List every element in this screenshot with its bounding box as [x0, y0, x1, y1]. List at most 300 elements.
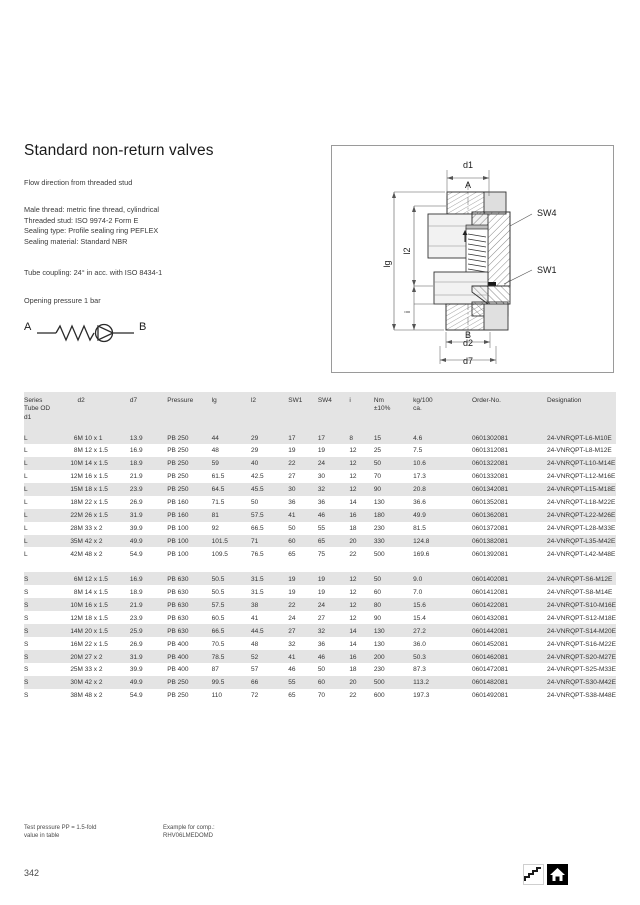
cell-i: 12 [349, 447, 357, 455]
drawing-label-sw4: SW4 [537, 208, 557, 218]
cell-series: S [24, 666, 29, 674]
cell-d1: 15 [70, 486, 78, 494]
cell-pressure: PB 250 [167, 447, 189, 455]
cell-nm: 70 [373, 473, 382, 481]
cell-d2: M 33 x 2 [77, 525, 103, 533]
cell-pressure: PB 100 [167, 525, 189, 533]
cell-sw1: 41 [288, 512, 296, 520]
cell-series: L [24, 486, 28, 494]
cell-lg: 57.5 [211, 601, 225, 609]
cell-i: 12 [349, 473, 357, 481]
cell-l2: 42.5 [250, 473, 264, 481]
cell-lg: 78.5 [211, 653, 225, 661]
table-row [24, 483, 616, 496]
cell-order-no: 0601382081 [472, 538, 509, 545]
cell-pressure: PB 400 [167, 640, 189, 648]
cell-d7: 31.9 [129, 512, 143, 520]
cell-sw1: 36 [288, 499, 296, 507]
table-header [24, 392, 616, 431]
cell-l2: 57 [250, 666, 259, 674]
cell-sw4: 27 [317, 614, 326, 622]
cell-designation: 24-VNRQPT-L22-M26E [547, 512, 616, 520]
cell-nm: 50 [373, 460, 382, 468]
cell-order-no: 0601302081 [472, 434, 509, 442]
cell-nm: 130 [373, 640, 385, 648]
cell-pressure: PB 160 [167, 499, 189, 507]
col-header-i: i [349, 397, 351, 404]
cell-lg: 60.5 [211, 614, 225, 622]
spec-male-thread: Male thread: metric fine thread, cylindrical [24, 205, 160, 214]
table-row [24, 676, 616, 689]
cell-nm: 330 [373, 538, 385, 545]
table-row [24, 522, 616, 535]
cell-i: 20 [349, 679, 357, 687]
cell-d1: 20 [70, 653, 78, 661]
cell-kg: 7.5 [413, 447, 423, 455]
cell-sw1: 19 [288, 588, 296, 596]
cell-kg: 169.6 [413, 550, 430, 558]
col-header-kg: kg/100 ca. [413, 397, 433, 413]
cell-d2: M 33 x 2 [77, 666, 103, 674]
cell-lg: 71.5 [211, 499, 225, 507]
cell-lg: 99.5 [211, 679, 225, 687]
table-row [24, 611, 616, 624]
cell-nm: 130 [373, 627, 385, 635]
cell-d2: M 27 x 2 [77, 653, 103, 661]
drawing-label-a: A [464, 180, 472, 190]
cell-d1: 42 [70, 550, 78, 558]
drawing-label-d1: d1 [462, 160, 474, 170]
cell-d7: 26.9 [129, 640, 143, 648]
cell-d7: 18.9 [129, 588, 143, 596]
cell-series: S [24, 653, 29, 661]
drawing-label-d2: d2 [462, 338, 474, 348]
col-header-sw4: SW4 [317, 397, 332, 404]
cell-lg: 101.5 [211, 538, 228, 545]
table-row [24, 535, 616, 548]
cell-series: L [24, 460, 28, 468]
cell-series: S [24, 692, 29, 700]
cell-order-no: 0601372081 [472, 525, 509, 533]
drawing-label-l2: l2 [402, 247, 412, 255]
cell-designation: 24-VNRQPT-L8-M12E [547, 447, 612, 455]
cell-pressure: PB 250 [167, 692, 189, 700]
cell-nm: 500 [373, 550, 385, 558]
cell-nm: 90 [373, 486, 382, 494]
cell-d7: 54.9 [129, 550, 143, 558]
footer-navigation-icons [523, 864, 569, 886]
cell-sw1: 46 [288, 666, 296, 674]
cell-kg: 197.3 [413, 692, 430, 700]
cell-d1: 8 [73, 588, 78, 596]
cell-sw4: 46 [317, 512, 326, 520]
cell-l2: 48 [250, 640, 259, 648]
table-row [24, 509, 616, 522]
table-row [24, 585, 616, 598]
cell-order-no: 0601482081 [472, 679, 509, 687]
cell-d2: M 14 x 1.5 [77, 460, 108, 468]
table-body [24, 431, 616, 702]
drawing-label-sw1: SW1 [537, 265, 557, 275]
table-row [24, 650, 616, 663]
cell-kg: 15.4 [413, 614, 426, 622]
cell-pressure: PB 630 [167, 614, 189, 622]
cell-sw1: 27 [288, 627, 296, 635]
cell-d1: 14 [70, 627, 78, 635]
cell-kg: 87.3 [413, 666, 426, 674]
cell-sw1: 22 [288, 601, 296, 609]
cell-sw4: 65 [317, 538, 326, 545]
cell-designation: 24-VNRQPT-L6-M10E [547, 434, 612, 442]
cell-sw1: 27 [288, 473, 296, 481]
table-group-separator [24, 560, 616, 572]
cell-pressure: PB 400 [167, 653, 189, 661]
cell-kg: 10.6 [413, 460, 426, 468]
cell-d2: M 22 x 1.5 [77, 640, 108, 648]
cell-d1: 25 [70, 666, 78, 674]
cell-order-no: 0601332081 [472, 473, 509, 481]
col-header-sw1: SW1 [288, 397, 303, 404]
cell-kg: 20.8 [413, 486, 426, 494]
cell-i: 22 [349, 550, 357, 558]
cell-designation: 24-VNRQPT-S8-M14E [547, 588, 613, 596]
cell-kg: 81.5 [413, 525, 426, 533]
cell-lg: 109.5 [211, 550, 228, 558]
cell-designation: 24-VNRQPT-L15-M18E [547, 486, 616, 494]
cell-kg: 17.3 [413, 473, 426, 481]
cell-d1: 35 [70, 538, 78, 545]
cell-l2: 76.5 [250, 550, 264, 558]
flow-port-a-label: A [24, 321, 32, 333]
table-row [24, 598, 616, 611]
cell-sw1: 60 [288, 538, 296, 545]
cell-l2: 72 [250, 692, 259, 700]
cell-pressure: PB 400 [167, 666, 189, 674]
cell-d1: 8 [73, 447, 78, 455]
cell-sw1: 41 [288, 653, 296, 661]
cell-d7: 21.9 [129, 601, 143, 609]
cell-series: L [24, 499, 28, 507]
cell-lg: 66.5 [211, 627, 225, 635]
cell-series: S [24, 627, 29, 635]
cell-sw1: 24 [288, 614, 296, 622]
cell-sw4: 32 [317, 486, 326, 494]
cell-i: 8 [349, 434, 353, 442]
table-row [24, 431, 616, 444]
cell-order-no: 0601442081 [472, 627, 509, 635]
cell-sw4: 19 [317, 575, 326, 583]
cell-d1: 12 [70, 614, 78, 622]
cell-nm: 15 [373, 434, 382, 442]
cell-i: 12 [349, 460, 357, 468]
cell-order-no: 0601342081 [472, 486, 509, 494]
spec-sealing-material: Sealing material: Standard NBR [24, 236, 128, 246]
col-header-lg: lg [211, 397, 217, 404]
specification-list [24, 205, 159, 247]
cell-d1: 6 [73, 575, 78, 583]
cell-i: 18 [349, 525, 357, 533]
cell-nm: 80 [373, 601, 382, 609]
cell-d7: 18.9 [129, 460, 143, 468]
table-row [24, 496, 616, 509]
cell-pressure: PB 160 [167, 512, 189, 520]
cell-series: L [24, 538, 28, 545]
footer-note-left-line1: Test pressure PP = 1.5-fold [24, 825, 97, 831]
cell-d7: 31.9 [129, 653, 143, 661]
cell-i: 14 [349, 627, 357, 635]
cell-designation: 24-VNRQPT-L35-M42E [547, 538, 616, 545]
flow-port-b-label: B [139, 321, 147, 333]
cell-sw4: 36 [317, 499, 326, 507]
cell-designation: 24-VNRQPT-S10-M16E [547, 601, 616, 609]
cell-i: 16 [349, 653, 357, 661]
cell-nm: 500 [373, 679, 385, 687]
cell-nm: 200 [373, 653, 385, 661]
cell-designation: 24-VNRQPT-S16-M22E [547, 640, 616, 648]
valve-cross-section-drawing [332, 146, 613, 372]
cell-l2: 44.5 [250, 627, 264, 635]
cell-d7: 49.9 [129, 679, 143, 687]
table-row [24, 624, 616, 637]
table-row [24, 444, 616, 457]
cell-d2: M 12 x 1.5 [77, 447, 108, 455]
cell-d1: 6 [73, 434, 78, 442]
cell-order-no: 0601462081 [472, 653, 509, 661]
cell-sw4: 60 [317, 679, 326, 687]
cell-order-no: 0601452081 [472, 640, 509, 648]
cell-d1: 10 [70, 460, 78, 468]
cell-i: 22 [349, 692, 357, 700]
cell-d1: 18 [70, 499, 78, 507]
cell-l2: 40 [250, 460, 259, 468]
cell-sw4: 36 [317, 640, 326, 648]
col-header-d1-spacer [50, 392, 77, 431]
cell-lg: 70.5 [211, 640, 225, 648]
cell-series: L [24, 473, 28, 481]
drawing-label-d7: d7 [462, 356, 474, 366]
cell-d2: M 16 x 1.5 [77, 473, 108, 481]
drawing-label-i: i [403, 311, 412, 313]
cell-kg: 4.6 [413, 434, 423, 442]
cell-d2: M 18 x 1.5 [77, 486, 108, 494]
cell-d7: 39.9 [129, 666, 143, 674]
cell-d7: 16.9 [129, 447, 143, 455]
cell-designation: 24-VNRQPT-S12-M18E [547, 614, 616, 622]
cell-l2: 29 [250, 447, 259, 455]
cell-l2: 57.5 [250, 512, 264, 520]
home-icon[interactable] [547, 864, 568, 885]
page-number: 342 [24, 868, 40, 878]
cell-d2: M 16 x 1.5 [77, 601, 108, 609]
cell-sw1: 22 [288, 460, 296, 468]
cell-pressure: PB 100 [167, 538, 189, 545]
cell-lg: 61.5 [211, 473, 225, 481]
cell-designation: 24-VNRQPT-L28-M33E [547, 525, 616, 533]
col-header-pressure: Pressure [167, 397, 194, 404]
cell-nm: 180 [373, 512, 385, 520]
cell-d2: M 18 x 1.5 [77, 614, 108, 622]
cell-pressure: PB 630 [167, 575, 189, 583]
cell-d1: 16 [70, 640, 78, 648]
cell-i: 12 [349, 601, 357, 609]
cell-order-no: 0601392081 [472, 550, 509, 558]
cell-d7: 54.9 [129, 692, 143, 700]
cell-lg: 50.5 [211, 588, 225, 596]
cell-sw4: 70 [317, 692, 326, 700]
cell-i: 12 [349, 575, 357, 583]
cell-pressure: PB 250 [167, 679, 189, 687]
col-header-d2: d2 [77, 397, 85, 404]
cell-d2: M 48 x 2 [77, 550, 103, 558]
cell-lg: 48 [211, 447, 219, 455]
cell-sw1: 65 [288, 550, 296, 558]
table-row [24, 663, 616, 676]
cell-sw1: 55 [288, 679, 296, 687]
cell-order-no: 0601432081 [472, 614, 509, 622]
spec-threaded-stud: Threaded stud: ISO 9974-2 Form E [24, 215, 139, 225]
cell-nm: 600 [373, 692, 385, 700]
cell-l2: 66 [250, 679, 259, 687]
col-header-nm: Nm ±10% [373, 397, 391, 413]
cell-lg: 81 [211, 512, 219, 520]
cell-kg: 124.8 [413, 538, 430, 545]
cell-pressure: PB 250 [167, 473, 189, 481]
cell-d7: 13.9 [129, 434, 143, 442]
cell-d7: 39.9 [129, 525, 143, 533]
cell-series: L [24, 550, 28, 558]
cell-d7: 25.9 [129, 627, 143, 635]
cell-nm: 90 [373, 614, 382, 622]
cell-d7: 26.9 [129, 499, 143, 507]
cell-pressure: PB 630 [167, 627, 189, 635]
cell-designation: 24-VNRQPT-L10-M14E [547, 460, 616, 468]
cell-order-no: 0601312081 [472, 447, 509, 455]
cell-d2: M 10 x 1 [77, 434, 103, 442]
cell-l2: 45.5 [250, 486, 264, 494]
cell-lg: 64.5 [211, 486, 225, 494]
col-header-order-no: Order-No. [472, 397, 501, 404]
table-row [24, 470, 616, 483]
cell-order-no: 0601472081 [472, 666, 509, 674]
cell-l2: 50 [250, 499, 259, 507]
cell-sw4: 75 [317, 550, 326, 558]
cell-designation: 24-VNRQPT-L12-M16E [547, 473, 616, 481]
table-row [24, 457, 616, 470]
cell-designation: 24-VNRQPT-S20-M27E [547, 653, 616, 661]
check-valve-symbol [24, 316, 154, 350]
cell-d1: 22 [70, 512, 78, 520]
col-header-designation: Designation [547, 397, 582, 404]
cell-d2: M 42 x 2 [77, 538, 103, 545]
spec-opening-pressure: Opening pressure 1 bar [24, 296, 101, 305]
cell-sw4: 24 [317, 460, 326, 468]
footer-note-example [163, 824, 215, 840]
footer-note-right-line2: RHV06LMEDOMD [163, 833, 214, 839]
spec-tube-coupling: Tube coupling: 24° in acc. with ISO 8434-1 [24, 268, 163, 277]
cell-i: 20 [349, 538, 357, 545]
cell-sw4: 24 [317, 601, 326, 609]
cell-order-no: 0601362081 [472, 512, 509, 520]
cell-d1: 10 [70, 601, 78, 609]
cell-d7: 23.9 [129, 486, 143, 494]
cell-kg: 9.0 [413, 575, 423, 583]
cell-l2: 52 [250, 653, 259, 661]
cell-kg: 50.3 [413, 653, 426, 661]
cell-designation: 24-VNRQPT-S25-M33E [547, 666, 616, 674]
footer-note-left-line2: value in table [24, 833, 60, 839]
cell-sw4: 46 [317, 653, 326, 661]
cell-pressure: PB 250 [167, 460, 189, 468]
table-row [24, 572, 616, 585]
cell-series: L [24, 434, 28, 442]
cell-designation: 24-VNRQPT-S14-M20E [547, 627, 616, 635]
cell-d1: 30 [70, 679, 78, 687]
cell-nm: 25 [373, 447, 382, 455]
cell-sw1: 19 [288, 447, 296, 455]
cell-d2: M 14 x 1.5 [77, 588, 108, 596]
cell-l2: 31.5 [250, 575, 264, 583]
cell-sw1: 50 [288, 525, 296, 533]
cell-series: S [24, 575, 29, 583]
cell-d7: 23.9 [129, 614, 143, 622]
check-valve-glyph [24, 316, 154, 350]
col-header-series: Series Tube OD d1 [24, 397, 51, 421]
cell-series: L [24, 447, 28, 455]
cell-lg: 92 [211, 525, 219, 533]
cell-sw4: 30 [317, 473, 326, 481]
cell-d2: M 20 x 1.5 [77, 627, 108, 635]
cell-d2: M 12 x 1.5 [77, 575, 108, 583]
cell-designation: 24-VNRQPT-L42-M48E [547, 550, 616, 558]
cell-designation: 24-VNRQPT-L18-M22E [547, 499, 616, 507]
cell-d7: 21.9 [129, 473, 143, 481]
cell-pressure: PB 630 [167, 601, 189, 609]
cell-order-no: 0601422081 [472, 601, 509, 609]
cell-pressure: PB 250 [167, 434, 189, 442]
cell-d1: 12 [70, 473, 78, 481]
cell-series: S [24, 614, 29, 622]
cell-kg: 49.9 [413, 512, 426, 520]
cell-sw4: 19 [317, 588, 326, 596]
cell-sw4: 32 [317, 627, 326, 635]
cell-nm: 60 [373, 588, 382, 596]
technical-drawing-panel [331, 145, 614, 373]
table-row [24, 689, 616, 702]
cell-i: 12 [349, 486, 357, 494]
cell-pressure: PB 630 [167, 588, 189, 596]
cell-series: S [24, 588, 29, 596]
cell-i: 12 [349, 614, 357, 622]
cell-l2: 38 [250, 601, 259, 609]
steps-icon[interactable] [523, 864, 544, 885]
cell-lg: 110 [211, 692, 223, 700]
cell-kg: 27.2 [413, 627, 426, 635]
cell-i: 18 [349, 666, 357, 674]
cell-kg: 113.2 [413, 679, 429, 687]
cell-series: S [24, 601, 29, 609]
cell-sw1: 19 [288, 575, 296, 583]
cell-order-no: 0601352081 [472, 499, 509, 507]
cell-lg: 87 [211, 666, 219, 674]
cell-nm: 230 [373, 666, 385, 674]
page-title: Standard non-return valves [24, 142, 214, 159]
footer-note-test-pressure [24, 824, 96, 840]
cell-order-no: 0601322081 [472, 460, 509, 468]
cell-l2: 31.5 [250, 588, 264, 596]
table-header-row [24, 392, 616, 431]
cell-d1: 38 [70, 692, 78, 700]
cell-d2: M 42 x 2 [77, 679, 103, 687]
